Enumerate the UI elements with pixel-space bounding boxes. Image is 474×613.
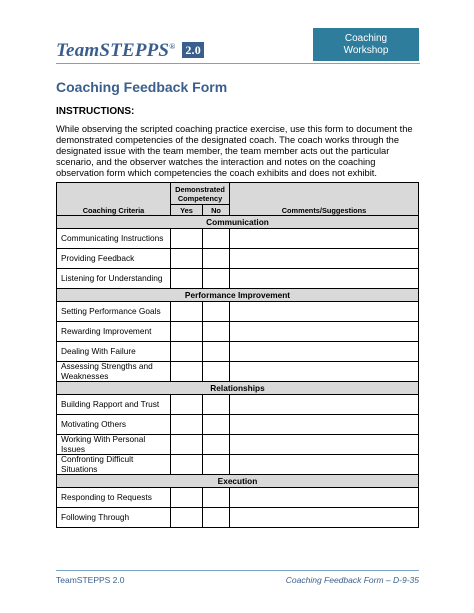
table-row xyxy=(57,455,419,475)
header-divider xyxy=(56,63,420,64)
yes-cell[interactable] xyxy=(171,508,203,528)
no-cell[interactable] xyxy=(203,415,230,435)
criterion-label: Assessing Strengths and Weaknesses xyxy=(57,362,171,382)
criterion-label: Responding to Requests xyxy=(57,488,171,508)
criterion-label: Building Rapport and Trust xyxy=(57,395,171,415)
yes-cell[interactable] xyxy=(171,342,203,362)
no-cell[interactable] xyxy=(203,269,230,289)
criteria-table-body xyxy=(57,216,419,528)
yes-cell[interactable] xyxy=(171,302,203,322)
header-demonstrated: Demonstrated Competency xyxy=(171,183,230,205)
no-cell[interactable] xyxy=(203,395,230,415)
criterion-label: Setting Performance Goals xyxy=(57,302,171,322)
comments-cell[interactable] xyxy=(230,249,419,269)
yes-cell[interactable] xyxy=(171,488,203,508)
comments-cell[interactable] xyxy=(230,455,419,475)
table-row xyxy=(57,229,419,249)
comments-cell[interactable] xyxy=(230,322,419,342)
section-title: Performance Improvement xyxy=(57,289,419,302)
no-cell[interactable] xyxy=(203,229,230,249)
section-title: Communication xyxy=(57,216,419,229)
yes-cell[interactable] xyxy=(171,249,203,269)
footer-divider xyxy=(56,570,419,571)
comments-cell[interactable] xyxy=(230,362,419,382)
comments-cell[interactable] xyxy=(230,488,419,508)
criterion-label: Confronting Difficult Situations xyxy=(57,455,171,475)
page-title: Coaching Feedback Form xyxy=(56,79,228,95)
yes-cell[interactable] xyxy=(171,435,203,455)
table-row xyxy=(57,342,419,362)
header-criteria: Coaching Criteria xyxy=(57,183,171,216)
table-row xyxy=(57,488,419,508)
section-row xyxy=(57,382,419,395)
table-row xyxy=(57,362,419,382)
teamstepps-logo: TeamSTEPPS® 2.0 xyxy=(56,40,204,62)
table-row xyxy=(57,322,419,342)
table-row xyxy=(57,508,419,528)
table-row xyxy=(57,415,419,435)
yes-cell[interactable] xyxy=(171,229,203,249)
section-row xyxy=(57,289,419,302)
table-row xyxy=(57,269,419,289)
footer-left: TeamSTEPPS 2.0 xyxy=(56,575,125,585)
yes-cell[interactable] xyxy=(171,395,203,415)
no-cell[interactable] xyxy=(203,508,230,528)
no-cell[interactable] xyxy=(203,249,230,269)
no-cell[interactable] xyxy=(203,322,230,342)
header-comments: Comments/Suggestions xyxy=(230,183,419,216)
no-cell[interactable] xyxy=(203,342,230,362)
comments-cell[interactable] xyxy=(230,269,419,289)
comments-cell[interactable] xyxy=(230,229,419,249)
comments-cell[interactable] xyxy=(230,435,419,455)
criterion-label: Communicating Instructions xyxy=(57,229,171,249)
table-row xyxy=(57,302,419,322)
table-row xyxy=(57,435,419,455)
criteria-table xyxy=(56,182,419,528)
comments-cell[interactable] xyxy=(230,415,419,435)
criterion-label: Listening for Understanding xyxy=(57,269,171,289)
section-title: Relationships xyxy=(57,382,419,395)
instructions-text: While observing the scripted coaching practice exercise, use this form to document the demonstrated competencies of the designated coach. The coach works through the designated issue with the team member, the team member acts out the particular scenario, and the observer watches the interaction and notes on the coaching observation form which competencies the coach exhibits and does not exhibit. xyxy=(56,124,413,178)
comments-cell[interactable] xyxy=(230,302,419,322)
criterion-label: Following Through xyxy=(57,508,171,528)
table-row xyxy=(57,249,419,269)
criterion-label: Providing Feedback xyxy=(57,249,171,269)
criterion-label: Motivating Others xyxy=(57,415,171,435)
comments-cell[interactable] xyxy=(230,342,419,362)
header-yes: Yes xyxy=(171,205,203,216)
instructions-heading: INSTRUCTIONS: xyxy=(56,106,135,117)
yes-cell[interactable] xyxy=(171,362,203,382)
comments-cell[interactable] xyxy=(230,395,419,415)
no-cell[interactable] xyxy=(203,362,230,382)
section-row xyxy=(57,475,419,488)
logo-version-badge: 2.0 xyxy=(182,42,204,58)
yes-cell[interactable] xyxy=(171,415,203,435)
criterion-label: Rewarding Improvement xyxy=(57,322,171,342)
no-cell[interactable] xyxy=(203,435,230,455)
criterion-label: Working With Personal Issues xyxy=(57,435,171,455)
footer-right: Coaching Feedback Form – D-9-35 xyxy=(285,575,419,585)
criterion-label: Dealing With Failure xyxy=(57,342,171,362)
yes-cell[interactable] xyxy=(171,455,203,475)
workshop-badge: Coaching Workshop xyxy=(313,28,419,61)
yes-cell[interactable] xyxy=(171,322,203,342)
section-row xyxy=(57,216,419,229)
no-cell[interactable] xyxy=(203,302,230,322)
table-row xyxy=(57,395,419,415)
comments-cell[interactable] xyxy=(230,508,419,528)
header-no: No xyxy=(203,205,230,216)
yes-cell[interactable] xyxy=(171,269,203,289)
section-title: Execution xyxy=(57,475,419,488)
no-cell[interactable] xyxy=(203,455,230,475)
no-cell[interactable] xyxy=(203,488,230,508)
